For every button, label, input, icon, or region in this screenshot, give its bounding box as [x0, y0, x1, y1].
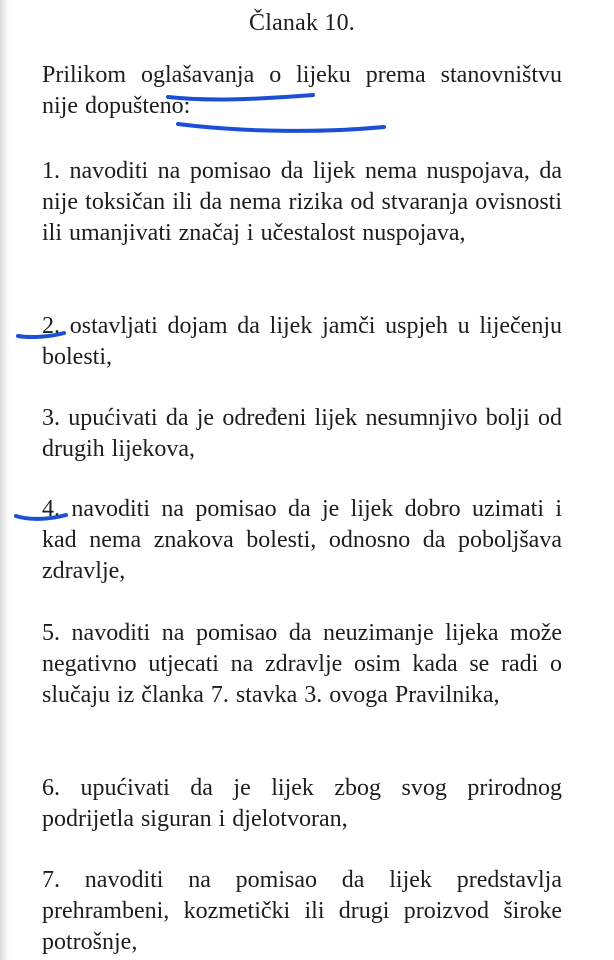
list-item-2: 2. ostavljati dojam da lijek jamči uspjeh u liječenju bolesti, [42, 313, 562, 370]
article-title: Članak 10. [249, 10, 355, 36]
list-item-1: 1. navoditi na pomisao da lijek nema nuspojava, da nije toksičan ili da nema rizika od stvaranja ovisnosti ili umanjivati značaj i učestalost nuspojava, [42, 158, 562, 246]
underline-nije-dopusteno [178, 124, 384, 131]
list-item-4: 4. navoditi na pomisao da je lijek dobro uzimati i kad nema znakova bolesti, odnosno da poboljšava zdravlje, [42, 496, 562, 584]
article-intro: Prilikom oglašavanja o lijeku prema stanovništvu nije dopušteno: [42, 62, 562, 119]
list-item-7: 7. navoditi na pomisao da lijek predstavlja prehrambeni, kozmetički ili drugi proizvod široke potrošnje, [42, 867, 562, 955]
list-item-3: 3. upućivati da je određeni lijek nesumnjivo bolji od drugih lijekova, [42, 405, 562, 462]
page-edge-shadow [0, 0, 10, 960]
list-item-5: 5. navoditi na pomisao da neuzimanje lijeka može negativno utjecati na zdravlje osim kada se radi o slučaju iz članka 7. stavka 3. ovoga Pravilnika, [42, 620, 562, 708]
list-item-6: 6. upućivati da je lijek zbog svog prirodnog podrijetla siguran i djelotvoran, [42, 775, 562, 832]
